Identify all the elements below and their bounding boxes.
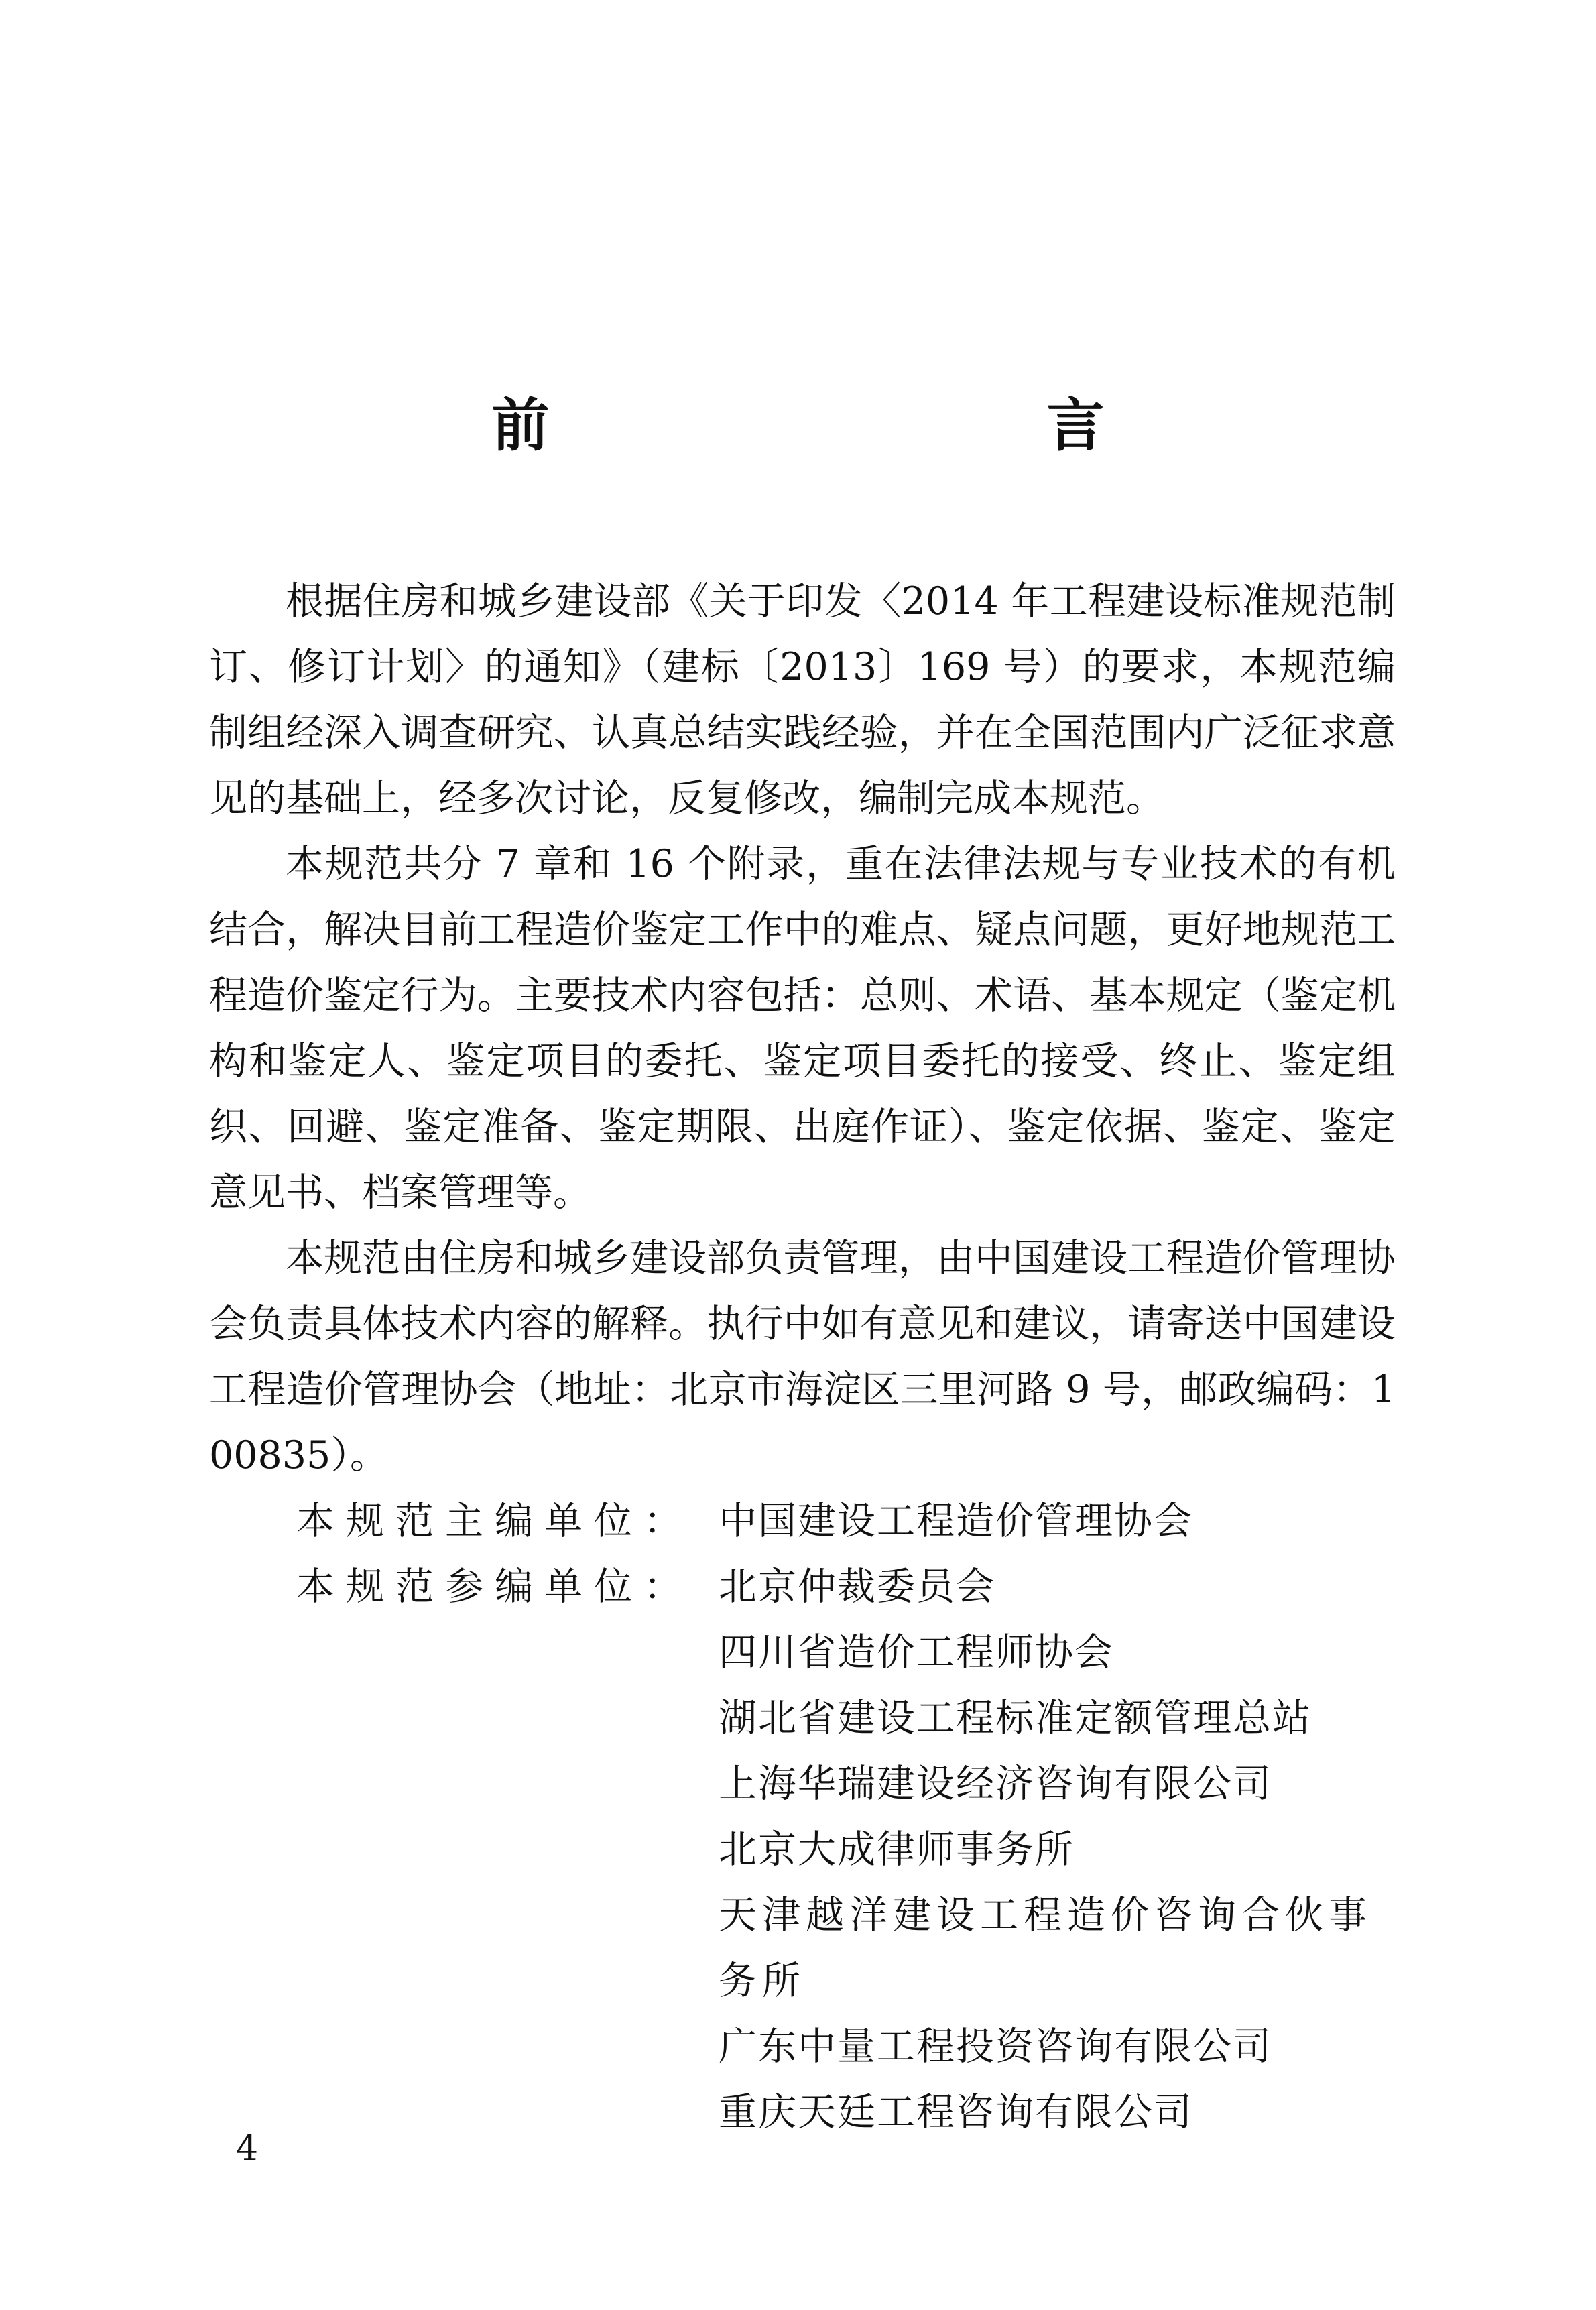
participant-unit: 上海华瑞建设经济咨询有限公司 xyxy=(719,1762,1272,1806)
page-number: 4 xyxy=(236,2128,259,2169)
participant-unit: 广东中量工程投资咨询有限公司 xyxy=(719,2024,1272,2069)
participant-unit: 天津越洋建设工程造价咨询合伙事务所 xyxy=(719,1893,1372,2003)
preface-body xyxy=(209,568,1396,2145)
participants-list xyxy=(719,1554,1396,2145)
participant-unit: 北京仲裁委员会 xyxy=(719,1565,995,1609)
paragraph-management: 本规范由住房和城乡建设部负责管理，由中国建设工程造价管理协会负责具体技术内容的解释。执行中如有意见和建议，请寄送中国建设工程造价管理协会（地址：北京市海淀区三里河路 9 号，邮政编码：100835）。 xyxy=(209,1236,1396,1477)
chief-editor-colon: ： xyxy=(643,1499,682,1543)
participants-label: 本规范参编单位 xyxy=(296,1565,643,1609)
page-title: 前 言 xyxy=(491,391,1232,459)
chief-editor-unit: 中国建设工程造价管理协会 xyxy=(719,1499,1193,1543)
participant-unit: 湖北省建设工程标准定额管理总站 xyxy=(719,1696,1312,1740)
participants-row xyxy=(209,1554,1396,2145)
paragraph-content-summary: 本规范共分 7 章和 16 个附录，重在法律法规与专业技术的有机结合，解决目前工程造价鉴定工作中的难点、疑点问题，更好地规范工程造价鉴定行为。主要技术内容包括：总则、术语、基本规定（鉴定机构和鉴定人、鉴定项目的委托、鉴定项目委托的接受、终止、鉴定组织、回避、鉴定准备、鉴定期限、出庭作证）、鉴定依据、鉴定、鉴定意见书、档案管理等。 xyxy=(209,842,1396,1215)
participant-unit: 北京大成律师事务所 xyxy=(719,1827,1075,1872)
participant-unit: 四川省造价工程师协会 xyxy=(719,1630,1114,1675)
chief-editor-list xyxy=(719,1488,1396,1554)
paragraph-background: 根据住房和城乡建设部《关于印发〈2014 年工程建设标准规范制订、修订计划〉的通知》（建标〔2013〕169 号）的要求，本规范编制组经深入调查研究、认真总结实践经验，并在全国范围内广泛征求意见的基础上，经多次讨论，反复修改，编制完成本规范。 xyxy=(209,579,1396,820)
chief-editor-row xyxy=(209,1488,1396,1554)
participant-unit: 重庆天廷工程咨询有限公司 xyxy=(719,2090,1193,2134)
chief-editor-label: 本规范主编单位 xyxy=(296,1499,643,1543)
editing-units xyxy=(209,1488,1396,2145)
participants-colon: ： xyxy=(643,1565,682,1609)
